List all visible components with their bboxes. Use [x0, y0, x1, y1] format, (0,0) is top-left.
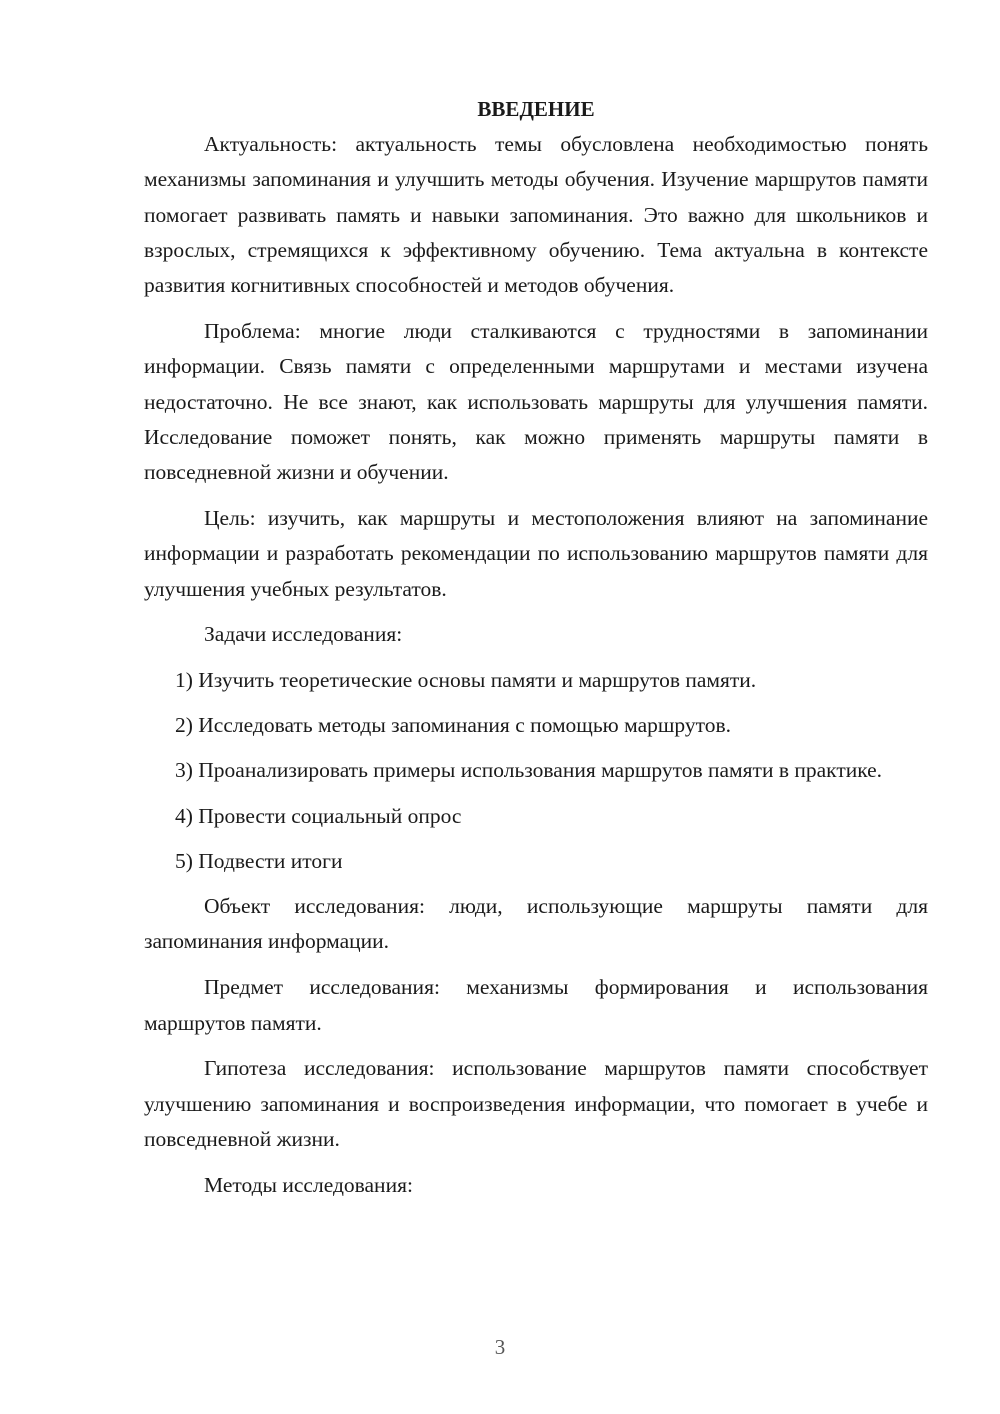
- paragraph-goal: Цель: изучить, как маршруты и местоположения влияют на запоминание информации и разработать рекомендации по использованию маршрутов памяти для улучшения учебных результатов.: [144, 505, 928, 601]
- paragraph-methods: Методы исследования:: [204, 1172, 413, 1197]
- paragraph-relevance: Актуальность: актуальность темы обусловлена необходимостью понять механизмы запоминания и улучшить методы обучения. Изучение маршрутов памяти помогает развивать память и навыки запоминания. Это важно для школьников и взрослых, стремящихся к эффективному обучению. Тема актуальна в контексте развития когнитивных способностей и методов обучения.: [144, 132, 928, 298]
- tasks-heading: Задачи исследования:: [204, 622, 403, 647]
- paragraph-hypothesis: Гипотеза исследования: использование маршрутов памяти способствует улучшению запоминания и воспроизведения информации, что помогает в учебе и повседневной жизни.: [144, 1056, 928, 1151]
- paragraph-subject: Предмет исследования: механизмы формирования и использования маршрутов памяти.: [144, 975, 928, 1035]
- section-title: ВВЕДЕНИЕ: [477, 97, 595, 121]
- tasks-list: [144, 663, 928, 879]
- page-number: 3: [494, 1335, 506, 1359]
- task-item-4: 4) Провести социальный опрос: [175, 803, 462, 828]
- task-item-3: 3) Проанализировать примеры использования маршрутов памяти в практике.: [175, 758, 883, 783]
- paragraph-problem: Проблема: многие люди сталкиваются с трудностями в запоминании информации. Связь памяти с определенными маршрутами и местами изучена недостаточно. Не все знают, как использовать маршруты для улучшения памяти. Исследование поможет понять, как можно применять маршруты памяти в повседневной жизни и обучении.: [144, 318, 928, 485]
- task-item-5: 5) Подвести итоги: [175, 848, 343, 873]
- paragraph-object: Объект исследования: люди, использующие маршруты памяти для запоминания информации.: [144, 894, 928, 954]
- document-page: [144, 92, 928, 1214]
- task-item-1: 1) Изучить теоретические основы памяти и маршрутов памяти.: [175, 667, 757, 692]
- task-item-2: 2) Исследовать методы запоминания с помощью маршрутов.: [175, 712, 732, 737]
